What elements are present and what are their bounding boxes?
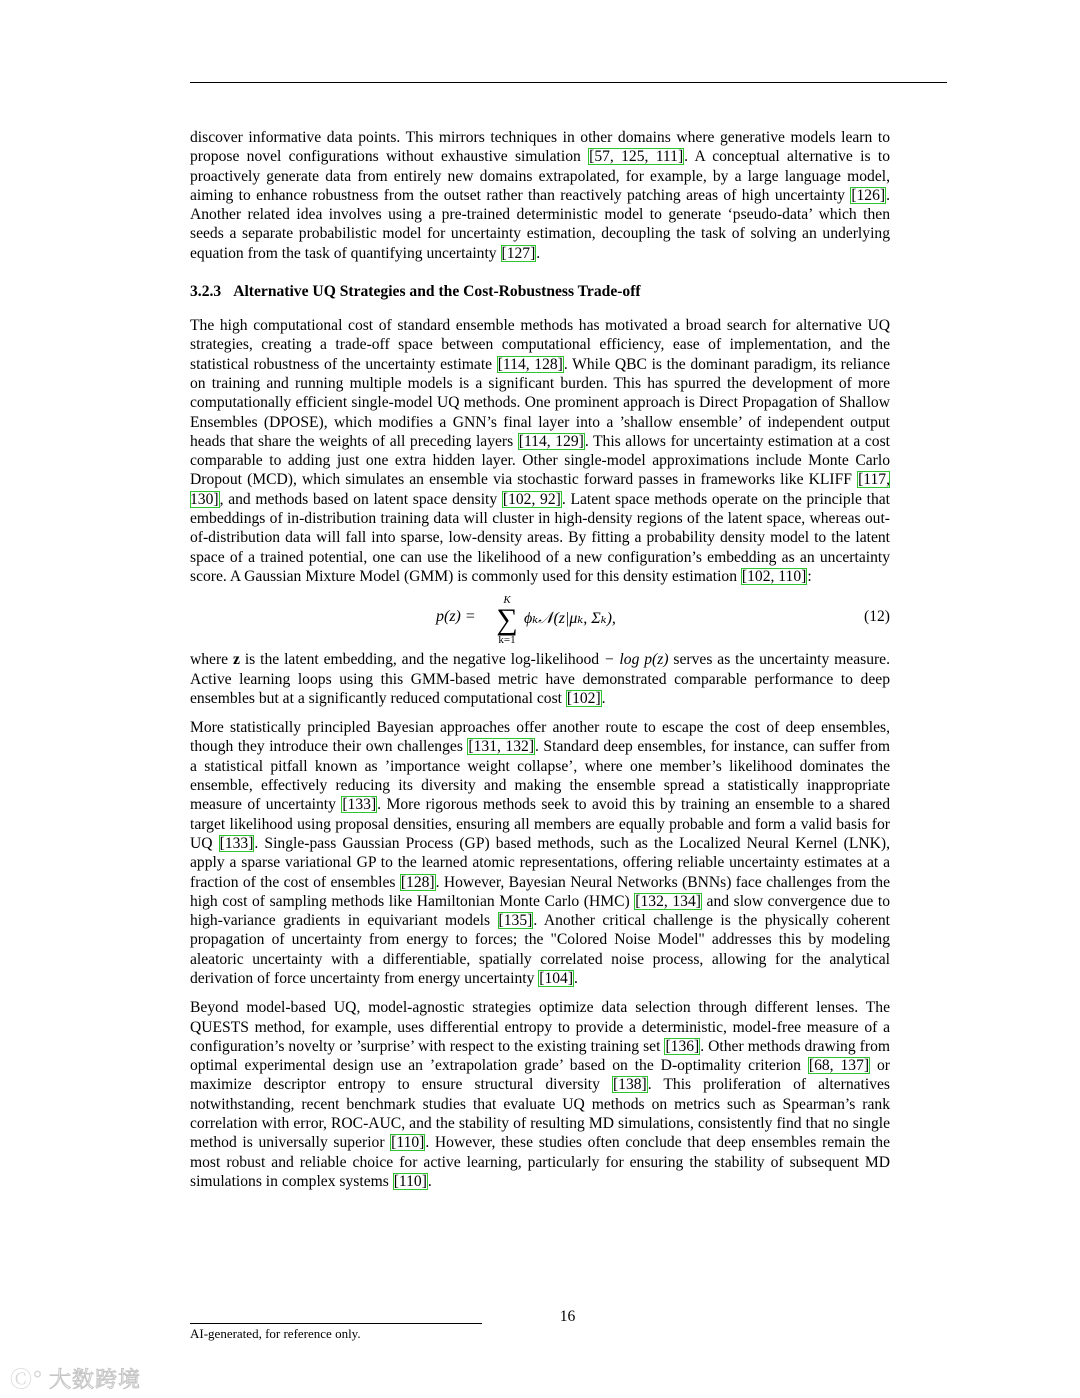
watermark: [10, 1364, 141, 1392]
text-run: . Latent space methods operate on the principle that embeddings of in-distribution training data will cluster in high-density regions of the latent space, whereas out-of-distribution data will fall into sparse, low-density areas. By fitting a probability density model to the latent space of a trained potential, one can use the likelihood of a new configuration’s embedding as an uncertainty score. A Gaussian Mixture Model (GMM) is commonly used for this density estimation: [190, 490, 890, 585]
text-run: is the latent embedding, and the negative log-likelihood: [239, 651, 605, 669]
text-run: .: [601, 689, 606, 707]
text-run: . This allows for uncertainty estimation at a cost comparable to adding just one extra hidden layer. Other single-model approximations include Monte Carlo Dropout (MCD), which simulates an ensemble via stochastic forward passes in frameworks like KLIFF: [190, 432, 890, 489]
text-run: . More rigorous methods seek to avoid this by training an ensemble to a shared target likelihood using proposal densities, ensuring all members are equally probable and form a valid basis for UQ: [190, 796, 891, 852]
text-run: . However, Bayesian Neural Networks (BNNs) face challenges from the high cost of sampling methods like Hamiltonian Monte Carlo (HMC): [190, 873, 890, 910]
section-number: 3.2.3: [190, 283, 222, 301]
text-run: .: [427, 1172, 432, 1190]
citation-link[interactable]: [133]: [219, 834, 254, 852]
text-run: discover informative data points. This mirrors techniques in other domains where generative models learn to propose novel configurations without exhaustive simulation: [190, 129, 890, 166]
sum-lower-limit: k=1: [498, 634, 516, 647]
paragraph-gmm: [190, 650, 890, 708]
citation-link[interactable]: [136]: [665, 1037, 700, 1055]
text-run: . However, these studies often conclude that deep ensembles remain the most robust and reliable choice for active learning, particularly for ensuring the stability of subsequent MD simulations in complex systems: [190, 1134, 890, 1190]
text-run: . Another critical challenge is the physically coherent propagation of uncertainty from energy to forces; the "Colored Noise Model" addresses this by modeling aleatoric uncertainty with a differentiable, spatially correlated noise process, allowing for the analytical derivation of force uncertainty from energy uncertainty: [190, 912, 890, 987]
citation-link[interactable]: [68, 137]: [808, 1057, 870, 1075]
equation-rhs: ϕₖ𝒩(z|μₖ, Σₖ),: [524, 610, 616, 628]
text-run: , and methods based on latent space density: [219, 490, 502, 508]
text-run: or maximize descriptor entropy to ensure structural diversity: [190, 1057, 890, 1094]
citation-link[interactable]: [102, 110]: [741, 567, 807, 585]
math-expression: − log p(z): [604, 651, 669, 669]
page-content: [190, 128, 890, 1191]
text-run: .: [536, 244, 541, 262]
header-rule: [190, 82, 947, 83]
text-run: . Another related idea involves using a pre-trained deterministic model to generate ‘pseudo-data’ which then seeds a separate probabilistic model for uncertainty estimation, decoupling the task of solving an underlying equation from the task of quantifying uncertainty: [190, 186, 890, 262]
citation-link[interactable]: [114, 128]: [497, 355, 563, 373]
citation-link[interactable]: [110]: [393, 1172, 427, 1190]
text-run: Beyond model-based UQ, model-agnostic strategies optimize data selection through different lenses. The QUESTS method, for example, uses differential entropy to provide a deterministic, model-free measure of a configuration’s novelty or ’surprise’ with respect to the existing training set: [190, 999, 890, 1055]
sum-symbol: ∑: [496, 603, 518, 637]
citation-link[interactable]: [102, 92]: [502, 490, 561, 508]
text-run: . Standard deep ensembles, for instance, can suffer from a statistical pitfall known as ’importance weight collapse’, where one member’s likelihood dominates the ensemble, effectively reducing its diversity and making the ensemble spread a statistically inappropriate measure of uncertainty: [190, 738, 891, 814]
citation-link[interactable]: [132, 134]: [635, 892, 701, 910]
citation-link[interactable]: [128]: [400, 873, 435, 891]
equation-lhs: p(z) =: [436, 608, 476, 626]
equation-12: [190, 586, 890, 650]
equation-number: (12): [864, 608, 890, 626]
footnote-rule: [190, 1323, 482, 1324]
footnote: AI-generated, for reference only.: [190, 1326, 361, 1341]
sum-upper-limit: K: [503, 594, 511, 607]
summation: [494, 594, 520, 646]
citation-link[interactable]: [114, 129]: [518, 432, 584, 450]
text-run: . Other methods drawing from optimal experimental design use an ’extrapolation grade’ based on the D-optimality criterion: [190, 1037, 890, 1075]
page-number: 16: [559, 1308, 576, 1325]
text-run: . A conceptual alternative is to proactively generate data from entirely new domains extrapolated, for example, by a large language model, aiming to enhance robustness from the outset rather than reactively patching areas of high uncertainty: [190, 148, 891, 204]
text-run: . This proliferation of alternatives notwithstanding, recent benchmark studies that evaluate UQ methods on metrics such as Spearman’s rank correlation with error, ROC-AUC, and the stability of resulting MD simulations, consistently find that no single method is universally superior: [190, 1076, 891, 1152]
text-run: where: [190, 651, 233, 669]
citation-link[interactable]: [104]: [539, 969, 574, 987]
text-run: :: [807, 567, 812, 585]
section-heading: [190, 282, 890, 302]
math-symbol: z: [233, 651, 240, 669]
citation-link[interactable]: [131, 132]: [468, 738, 535, 756]
paragraph-model-agnostic: [190, 998, 890, 1191]
citation-link[interactable]: [117, 130]: [190, 471, 890, 508]
citation-link[interactable]: [126]: [851, 186, 886, 204]
intro-paragraph: [190, 128, 890, 263]
citation-link[interactable]: [133]: [342, 796, 377, 814]
citation-link[interactable]: [138]: [612, 1076, 647, 1094]
text-run: . While QBC is the dominant paradigm, its reliance on training and running multiple models is a significant burden. This has spurred the development of more computationally efficient single-model UQ methods. One prominent approach is Direct Propagation of Shallow Ensembles (DPOSE), which modifies a GNN’s final layer into a ’shallow ensemble’ of independent output heads that share the weights of all preceding layers: [190, 355, 890, 450]
paragraph-bayesian: [190, 718, 890, 988]
text-run: and slow convergence due to high-variance gradients in equivariant models: [190, 892, 890, 930]
text-run: . Single-pass Gaussian Process (GP) based methods, such as the Localized Neural Kernel (LNK), apply a sparse variational GP to the learned atomic representations, offering reliable uncertainty estimates at a fraction of the cost of ensembles: [190, 834, 891, 891]
citation-link[interactable]: [127]: [501, 244, 536, 262]
paragraph-alternative-uq: [190, 316, 890, 586]
citation-link[interactable]: [135]: [498, 912, 533, 930]
citation-link[interactable]: [57, 125, 111]: [589, 148, 684, 166]
section-title: Alternative UQ Strategies and the Cost-Robustness Trade-off: [233, 283, 641, 301]
text-run: serves as the uncertainty measure. Active learning loops using this GMM-based metric have demonstrated comparable performance to deep ensembles but at a significantly reduced computational cost: [190, 651, 890, 707]
text-run: The high computational cost of standard ensemble methods has motivated a broad search for alternative UQ strategies, creating a trade-off space between computational efficiency, ease of implementation, and the statistical robustness of the uncertainty estimate: [190, 317, 890, 373]
watermark-text: 大数跨境: [49, 1367, 142, 1393]
text-run: .: [574, 969, 578, 987]
equation-body: [436, 586, 696, 650]
citation-link[interactable]: [110]: [391, 1134, 425, 1152]
citation-link[interactable]: [102]: [566, 689, 601, 707]
text-run: More statistically principled Bayesian approaches offer another route to escape the cost of deep ensembles, though they introduce their own challenges: [190, 719, 890, 756]
watermark-logo-icon: Ⓒ°: [10, 1367, 44, 1393]
